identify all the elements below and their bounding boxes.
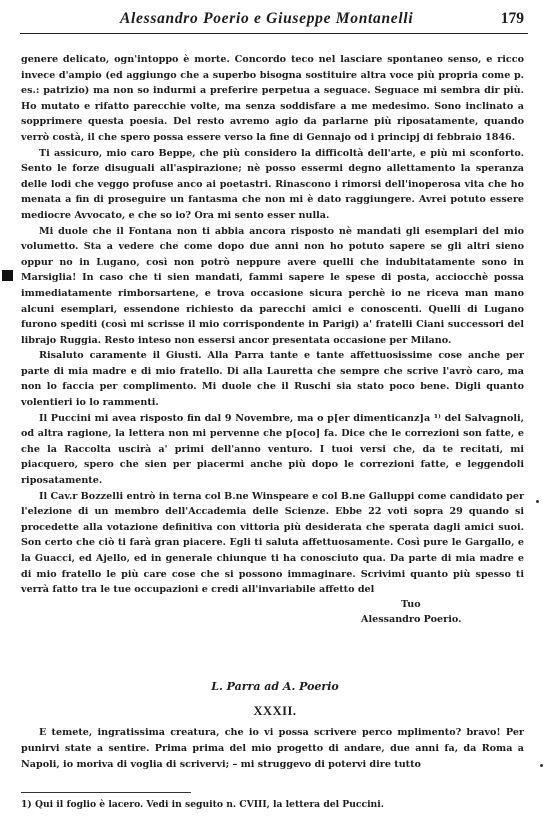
page-number: 179	[500, 10, 524, 27]
ink-speck	[536, 500, 539, 503]
paragraph: Il Puccini mi avea risposto fin dal 9 Novembre, ma o p[er dimenticanz]a ¹⁾ del Salvagnoli, od altra ragione, la lettera non mi pervenne che p[oco] fa. Dice che le correzioni son fatte, e che la Raccolta uscirà a' primi dell'anno venturo. I tuoi versi che, da te recitati, mi piacquero, spero che sien per piacermi anche più dopo le correzioni fatte, e leggendoli riposatamente.	[21, 412, 524, 487]
letter-number: XXXII.	[253, 704, 297, 718]
page-header	[20, 5, 528, 34]
footnote: 1) Qui il foglio è lacero. Vedi in seguito n. CVIII, la lettera del Puccini.	[21, 799, 384, 810]
footnote-rule	[21, 792, 191, 793]
letter-body	[21, 52, 524, 628]
next-letter-text: E temete, ingratissima creatura, che io vi possa scrivere perco mplimento? bravo! Per punirvi state a sentire. Prima prima del mio progetto di andare, due anni fa, da Roma a Napoli, io moriva di voglia di scrivervi; – mi struggevo di potervi dire tutto	[21, 727, 524, 770]
signature: Alessandro Poerio.	[361, 613, 462, 625]
paragraph: Mi duole che il Fontana non ti abbia ancora risposto nè mandati gli esemplari del mio volumetto. Sta a vedere che come dopo due anni non ho potuto sapere se gli altri sieno oppur no in Lugano, così non potrò neppure avere quelli che indubitatamente sono in Marsiglia! In caso che ti sien mandati, fammi sapere le spese di posta, acciocchè possa immediatamente rimborsartene, e trova occasione sicura perchè io ne riceva man mano alcuni esemplari, essendone richiesto da parecchi amici e conoscenti. Quelli di Lugano furono spediti (così mi scrisse il mio corrispondente in Parigi) a' fratelli Ciani successori del librajo Ruggia. Resto inteso non essersi ancor presentata occasione per Milano.	[21, 225, 524, 346]
letter-heading: L. Parra ad A. Poerio	[211, 680, 339, 693]
running-title: Alessandro Poerio e Giuseppe Montanelli	[120, 10, 414, 27]
paragraph: Risaluto caramente il Giusti. Alla Parra tante e tante affettuosissime cose anche per parte di mia madre e di mio fratello. Di alla Lauretta che sempre che scrive l'avrò caro, ma non lo faccia per complimento. Mi duole che il Ruschi sia stato poco bene. Digli quanto volentieri io lo rammenti.	[21, 350, 524, 409]
signoff	[21, 598, 524, 628]
paragraph: Ti assicuro, mio caro Beppe, che più considero la difficoltà dell'arte, e più mi sconforto. Sento le forze disuguali all'aspirazione; nè posso essermi degno allettamento la speranza delle lodi che veggo profuse anco ai poetastri. Rinascono i rimorsi dell'inoperosa vita che ho menata a fin di proseguire un fantasma che non mi è dato raggiungere. Avrei potuto essere mediocre Avvocato, e che so io? Ora mi sento esser nulla.	[21, 147, 524, 221]
closing: Tuo	[401, 598, 421, 610]
paragraph: Il Cav.r Bozzelli entrò in terna col B.ne Winspeare e col B.ne Galluppi come candidato per l'elezione di un membro dell'Accademia delle Scienze. Ebbe 22 voti sopra 29 quando si procedette alla votazione definitiva con vittoria più desiderata che sperata dagli amici suoi. Son certo che ciò ti farà gran piacere. Egli ti saluta affettuosamente. Così pure le Gargallo, e la Guacci, ed Ajello, ed in generale chiunque ti ha conosciuto qua. Da parte di mia madre e di mio fratello le più care cose che si possono immaginare. Scrivimi quanto più spesso ti verrà fatto tra le tue occupazioni e credi all'invariabile affetto del	[21, 490, 524, 596]
ink-speck	[540, 764, 543, 767]
margin-mark	[2, 270, 13, 281]
paragraph: genere delicato, ogn'intoppo è morte. Concordo teco nel lasciare spontaneo senso, e ricco invece d'ampio (ed aggiungo che a superbo bisogna sostituire altra voce più propria come p. es.: patrizio) ma non so indurmi a preferire perpetua a seguace. Seguace mi sembra dir più. Ho mutato e rifatto parecchie volte, ma senza soddisfare a me medesimo. Sono inclinato a sopprimere questa poesia. Del resto avremo agio da parlarne più riposatamente, quando verrò costà, il che spero possa essere verso la fine di Gennajo od i principj di febbraio 1846.	[21, 54, 524, 143]
